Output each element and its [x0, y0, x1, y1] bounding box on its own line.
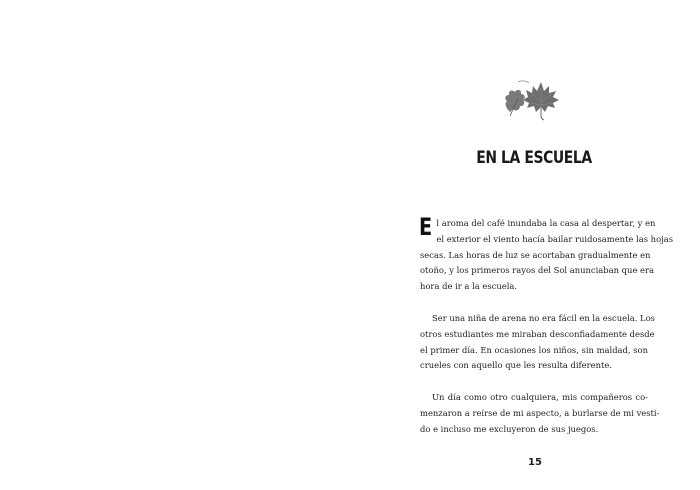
- paragraph-2: [420, 311, 655, 374]
- chapter-title: EN LA ESCUELA: [476, 148, 592, 168]
- drop-cap-letter: E: [419, 213, 433, 241]
- chapter-body: [419, 213, 674, 454]
- text-line: menzaron a reírse de mi aspecto, a burlarse de mi vesti-: [420, 407, 660, 418]
- text-line: Un día como otro cualquiera, mis compañeros co-: [432, 392, 648, 403]
- text-line: crueles con aquello que les resulta diferente.: [420, 360, 612, 371]
- text-line: otoño, y los primeros rayos del Sol anunciaban que era: [420, 265, 655, 276]
- page-number: 15: [528, 457, 542, 468]
- text-line: otros estudiantes me miraban desconfiadamente desde: [420, 328, 655, 339]
- text-line: Ser una niña de arena no era fácil en la escuela. Los: [432, 312, 655, 323]
- text-line: hora de ir a la escuela.: [420, 281, 518, 292]
- paragraph-1: [419, 213, 674, 295]
- autumn-leaves-icon: [496, 72, 566, 124]
- text-line: el primer día. En ocasiones los niños, sin maldad, son: [420, 344, 648, 355]
- text-line: el exterior el viento hacía bailar ruidosamente las hojas: [436, 233, 674, 244]
- text-line: do e incluso me excluyeron de sus juegos.: [420, 423, 599, 434]
- text-line: l aroma del café inundaba la casa al despertar, y en: [436, 218, 656, 228]
- text-line: secas. Las horas de luz se acortaban gradualmente en: [420, 249, 651, 260]
- paragraph-3: [420, 390, 660, 437]
